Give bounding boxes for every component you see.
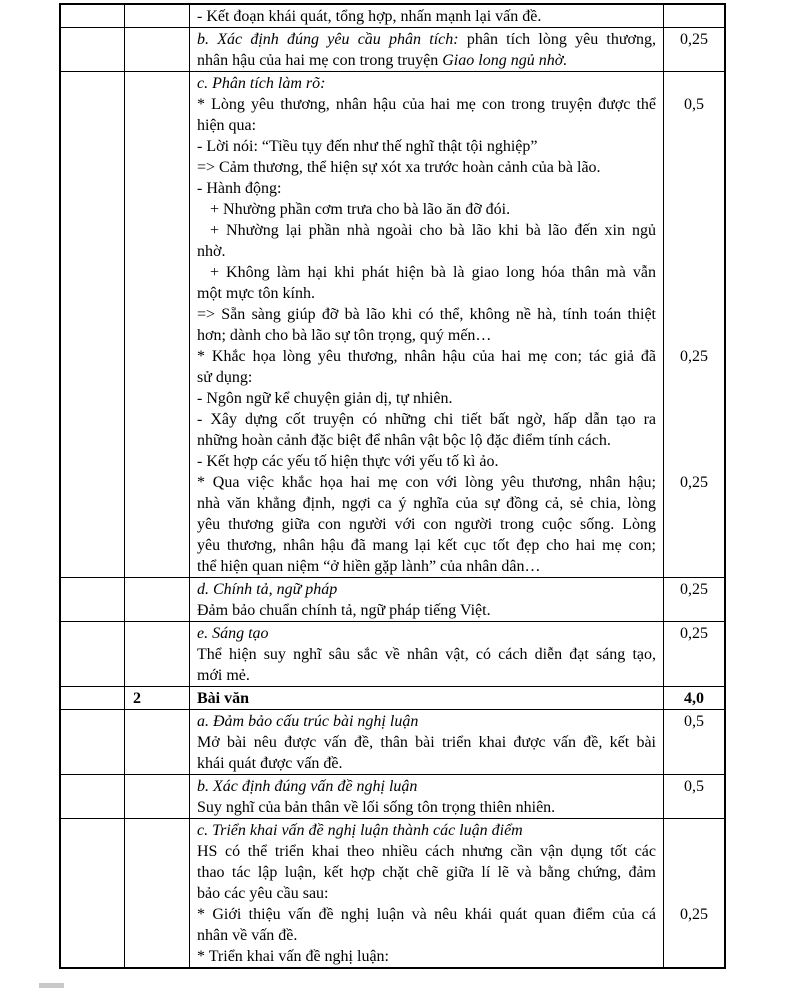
table-row — [61, 577, 724, 621]
content-cell — [190, 710, 664, 774]
content-cell — [190, 622, 664, 686]
score-value: 0,5 — [684, 713, 704, 730]
content-cell — [190, 5, 664, 27]
text-segment: - Kết hợp các yếu tố hiện thực với yếu tố kì ảo. — [197, 453, 499, 470]
text-segment: c. Triển khai vấn đề nghị luận thành các luận điểm — [197, 822, 523, 839]
content-line — [197, 514, 656, 535]
content-line — [197, 73, 656, 94]
score-cell — [664, 578, 724, 621]
text-segment: yêu thương giữa con người với con người trong cuộc sống. Lòng — [197, 516, 656, 533]
content-line — [197, 29, 656, 50]
text-segment: hiện qua: — [197, 117, 257, 134]
text-segment: d. Chính tả, ngữ pháp — [197, 581, 338, 598]
question-number-cell — [125, 687, 190, 709]
text-segment: Giao long ngủ nhờ. — [442, 52, 568, 69]
table-row — [61, 621, 724, 686]
score-value: 0,25 — [680, 31, 708, 48]
table-row — [61, 5, 724, 27]
score-value: 0,25 — [680, 474, 708, 491]
empty-left-cell — [61, 5, 125, 27]
text-segment: + Nhường phần cơm trưa cho bà lão ăn đỡ đói. — [210, 201, 511, 218]
text-segment: khái quát được vấn đề. — [197, 755, 343, 772]
text-segment: sử dụng: — [197, 369, 253, 386]
text-segment: - Lời nói: “Tiều tụy đến như thế nghĩ thật tội nghiệp” — [197, 138, 538, 155]
score-cell — [664, 5, 724, 27]
content-line — [197, 199, 656, 220]
content-line — [197, 925, 656, 946]
content-line — [197, 241, 656, 262]
content-line — [197, 535, 656, 556]
table-row — [61, 774, 724, 818]
text-segment: nhờ. — [197, 243, 226, 260]
content-line — [197, 451, 656, 472]
text-segment: thể hiện quan niệm “ở hiền gặp lành” của nhân dân… — [197, 558, 541, 575]
empty-left-cell — [61, 710, 125, 774]
text-segment: thao tác lập luận, kết hợp chặt chẽ giữa lí lẽ và bằng chứng, đảm — [197, 864, 656, 881]
content-line — [197, 946, 656, 967]
text-segment: Thể hiện suy nghĩ sâu sắc về nhân vật, có cách diễn đạt sáng tạo, — [197, 646, 656, 663]
text-segment: Mở bài nêu được vấn đề, thân bài triển khai được vấn đề, kết bài — [197, 734, 656, 751]
content-line — [197, 665, 656, 686]
table-row — [61, 71, 724, 577]
content-line — [197, 688, 656, 709]
score-value: 0,5 — [684, 778, 704, 795]
content-line — [197, 430, 656, 451]
score-value: 0,5 — [684, 96, 704, 113]
content-line — [197, 367, 656, 388]
text-segment: => Cảm thương, thể hiện sự xót xa trước hoàn cảnh của bà lão. — [197, 159, 601, 176]
content-line — [197, 50, 656, 71]
text-segment: * Lòng yêu thương, nhân hậu của hai mẹ con trong truyện được thể — [197, 96, 656, 113]
score-cell — [664, 28, 724, 71]
text-segment: - Xây dựng cốt truyện có những chi tiết bất ngờ, hấp dẫn tạo ra — [197, 411, 656, 428]
text-segment: mới mẻ. — [197, 667, 250, 684]
content-line — [197, 600, 656, 621]
content-cell — [190, 28, 664, 71]
content-line — [197, 304, 656, 325]
text-segment: b. Xác định đúng vấn đề nghị luận — [197, 778, 418, 795]
text-segment: + Nhường lại phần nhà ngoài cho bà lão khi bà lão đến xin ngủ — [210, 222, 656, 239]
content-cell — [190, 819, 664, 967]
question-number-cell — [125, 622, 190, 686]
text-segment: một mực tôn kính. — [197, 285, 315, 302]
empty-left-cell — [61, 622, 125, 686]
score-cell — [664, 72, 724, 577]
text-segment: + Không làm hại khi phát hiện bà là giao long hóa thân mà vẫn — [210, 264, 656, 281]
empty-left-cell — [61, 687, 125, 709]
content-line — [197, 862, 656, 883]
table-row — [61, 686, 724, 709]
text-segment: nhà văn khẳng định, ngợi ca ý nghĩa của sự đồng cả, sẻ chia, lòng — [197, 495, 656, 512]
content-line — [197, 325, 656, 346]
content-line — [197, 556, 656, 577]
content-line — [197, 644, 656, 665]
score-cell — [664, 775, 724, 818]
score-value: 4,0 — [684, 690, 704, 707]
text-segment: e. Sáng tạo — [197, 625, 269, 642]
text-segment: nhân về vấn đề. — [197, 927, 298, 944]
score-value: 0,25 — [680, 906, 708, 923]
score-cell — [664, 687, 724, 709]
text-segment: * Qua việc khắc họa hai mẹ con với lòng yêu thương, nhân hậu; — [197, 474, 656, 491]
content-line — [197, 820, 656, 841]
text-segment: - Ngôn ngữ kể chuyện giản dị, tự nhiên. — [197, 390, 453, 407]
text-segment: Đảm bảo chuẩn chính tả, ngữ pháp tiếng Việt. — [197, 602, 491, 619]
text-segment: c. Phân tích làm rõ: — [197, 75, 326, 92]
content-line — [197, 346, 656, 367]
content-line — [197, 776, 656, 797]
text-segment: yêu thương, nhân hậu đã mang lại kết cục tốt đẹp cho hai mẹ con; — [197, 537, 656, 554]
text-segment: a. Đảm bảo cấu trúc bài nghị luận — [197, 713, 419, 730]
table-row — [61, 709, 724, 774]
empty-left-cell — [61, 28, 125, 71]
content-line — [197, 579, 656, 600]
question-number-cell — [125, 819, 190, 967]
content-line — [197, 409, 656, 430]
question-number-cell — [125, 578, 190, 621]
content-line — [197, 753, 656, 774]
score-value: 0,25 — [680, 625, 708, 642]
content-cell — [190, 578, 664, 621]
content-cell — [190, 775, 664, 818]
content-line — [197, 841, 656, 862]
text-segment: => Sẵn sàng giúp đỡ bà lão khi có thể, không nề hà, tính toán thiệt — [197, 306, 656, 323]
text-segment: hơn; dành cho bà lão sự tôn trọng, quý mến… — [197, 327, 492, 344]
question-number-cell — [125, 28, 190, 71]
content-cell — [190, 72, 664, 577]
content-line — [197, 115, 656, 136]
question-number-cell — [125, 5, 190, 27]
content-line — [197, 178, 656, 199]
content-line — [197, 623, 656, 644]
grading-rubric-table — [59, 3, 726, 969]
content-line — [197, 136, 656, 157]
text-segment: - Hành động: — [197, 180, 282, 197]
content-line — [197, 797, 656, 818]
question-number-cell — [125, 72, 190, 577]
score-cell — [664, 622, 724, 686]
content-line — [197, 711, 656, 732]
empty-left-cell — [61, 775, 125, 818]
text-segment: b. Xác định đúng yêu cầu phân tích: — [197, 31, 459, 48]
content-line — [197, 6, 656, 27]
text-segment: * Giới thiệu vấn đề nghị luận và nêu khái quát quan điểm của cá — [197, 906, 656, 923]
content-line — [197, 493, 656, 514]
next-page-edge-fragment — [39, 983, 64, 988]
text-segment: Suy nghĩ của bản thân về lối sống tôn trọng thiên nhiên. — [197, 799, 556, 816]
content-line — [197, 220, 656, 241]
score-cell — [664, 819, 724, 967]
text-segment: Bài văn — [197, 690, 250, 707]
question-number-cell — [125, 775, 190, 818]
content-line — [197, 732, 656, 753]
text-segment: phân tích lòng yêu thương, — [458, 31, 656, 48]
content-line — [197, 157, 656, 178]
table-row — [61, 27, 724, 71]
question-number: 2 — [133, 690, 141, 707]
content-line — [197, 904, 656, 925]
empty-left-cell — [61, 819, 125, 967]
score-cell — [664, 710, 724, 774]
table-row — [61, 818, 724, 967]
score-value: 0,25 — [680, 581, 708, 598]
content-line — [197, 262, 656, 283]
content-line — [197, 472, 656, 493]
text-segment: - Kết đoạn khái quát, tổng hợp, nhấn mạnh lại vấn đề. — [197, 8, 542, 25]
content-line — [197, 883, 656, 904]
content-line — [197, 388, 656, 409]
text-segment: bảo các yêu cầu sau: — [197, 885, 329, 902]
score-value: 0,25 — [680, 348, 708, 365]
content-cell — [190, 687, 664, 709]
text-segment: nhân hậu của hai mẹ con trong truyện — [197, 52, 443, 69]
question-number-cell — [125, 710, 190, 774]
text-segment: * Khắc họa lòng yêu thương, nhân hậu của hai mẹ con; tác giả đã — [197, 348, 656, 365]
content-line — [197, 94, 656, 115]
empty-left-cell — [61, 72, 125, 577]
content-line — [197, 283, 656, 304]
empty-left-cell — [61, 578, 125, 621]
text-segment: những hoàn cảnh đặc biệt để nhân vật bộc lộ đặc điểm tính cách. — [197, 432, 611, 449]
text-segment: HS có thể triển khai theo nhiều cách nhưng cần vận dụng tốt các — [197, 843, 656, 860]
text-segment: * Triển khai vấn đề nghị luận: — [197, 948, 389, 965]
